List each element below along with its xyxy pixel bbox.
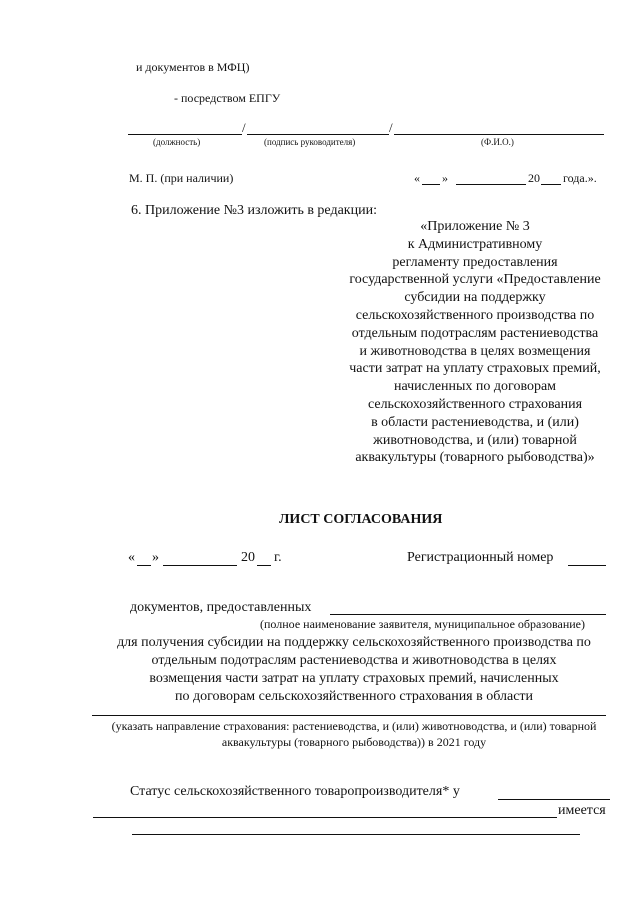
appendix-line: субсидии на поддержку (404, 290, 546, 306)
registration-number-line (568, 565, 606, 566)
direction-caption-2: аквакультуры (товарного рыбоводства)) в 2021 году (221, 735, 487, 749)
appendix-line: и животноводства в целях возмещения (359, 343, 591, 359)
date-day-line (422, 184, 440, 185)
status-label: Статус сельскохозяйственного товаропроизводителя* у (130, 784, 460, 799)
fio-line (394, 134, 604, 135)
sheet-date-quote-close: » (152, 550, 159, 565)
appendix-line: к Административному (407, 236, 543, 252)
registration-number-label: Регистрационный номер (407, 550, 554, 565)
status-line-2 (93, 817, 557, 818)
documents-label: документов, предоставленных (130, 600, 312, 615)
direction-caption-1: (указать направление страхования: растениеводства, и (или) животноводства, и (или) товарной (111, 719, 597, 733)
date-month-line (456, 184, 526, 185)
sheet-date-year-line (257, 565, 271, 566)
stamp-label: М. П. (при наличии) (129, 171, 234, 185)
date-quote-close: » (442, 171, 448, 185)
applicant-caption: (полное наименование заявителя, муниципальное образование) (260, 617, 586, 631)
appendix-line: животноводства, и (или) товарной (373, 432, 577, 448)
appendix-line: регламенту предоставления (392, 254, 558, 270)
date-quote-open: « (414, 171, 420, 185)
appendix-header (330, 218, 620, 467)
position-line (128, 134, 242, 135)
caption-signature: (подпись руководителя) (264, 137, 356, 147)
purpose-line: для получения субсидии на поддержку сельскохозяйственного производства по (117, 635, 591, 650)
date-year-prefix: 20 (528, 171, 540, 185)
sheet-date-month-line (163, 565, 237, 566)
purpose-paragraph (84, 634, 624, 706)
caption-fio: (Ф.И.О.) (481, 137, 514, 147)
appendix-line: в области растениеводства, и (или) (371, 414, 579, 430)
sheet-date-quote-open: « (128, 550, 135, 565)
appendix-line: государственной услуги «Предоставление (349, 272, 601, 288)
status-line-1 (498, 799, 610, 800)
direction-line (92, 715, 606, 716)
appendix-line: аквакультуры (товарного рыбоводства)» (355, 450, 595, 466)
status-tail: имеется (558, 803, 606, 818)
date-year-line (541, 184, 561, 185)
instruction-text: 6. Приложение №3 изложить в редакции: (131, 203, 377, 218)
purpose-line: возмещения части затрат на уплату страховых премий, начисленных (149, 671, 559, 686)
separator: / (242, 120, 246, 135)
appendix-line: начисленных по договорам (393, 379, 557, 395)
appendix-line: сельскохозяйственного страхования (367, 396, 583, 412)
status-line-3 (132, 834, 580, 835)
sheet-date-day-line (137, 565, 151, 566)
date-year-suffix: года.». (563, 171, 597, 185)
appendix-line: части затрат на уплату страховых премий, (349, 361, 601, 377)
sheet-date-year-suffix: г. (274, 550, 282, 565)
sheet-date-year-prefix: 20 (241, 550, 255, 565)
appendix-line: «Приложение № 3 (420, 219, 530, 234)
applicant-line (330, 614, 606, 615)
signature-line (247, 134, 389, 135)
sheet-title: ЛИСТ СОГЛАСОВАНИЯ (279, 512, 443, 527)
caption-position: (должность) (153, 137, 201, 147)
appendix-line: отдельным подотраслям растениеводства (351, 325, 599, 341)
purpose-line: по договорам сельскохозяйственного страхования в области (174, 689, 534, 704)
text-line-mfc: и документов в МФЦ) (136, 60, 250, 74)
appendix-line: сельскохозяйственного производства по (355, 307, 595, 323)
purpose-line: отдельным подотраслям растениеводства и животноводства в целях (151, 653, 557, 668)
text-line-epgu: - посредством ЕПГУ (174, 91, 281, 105)
separator: / (389, 120, 393, 135)
